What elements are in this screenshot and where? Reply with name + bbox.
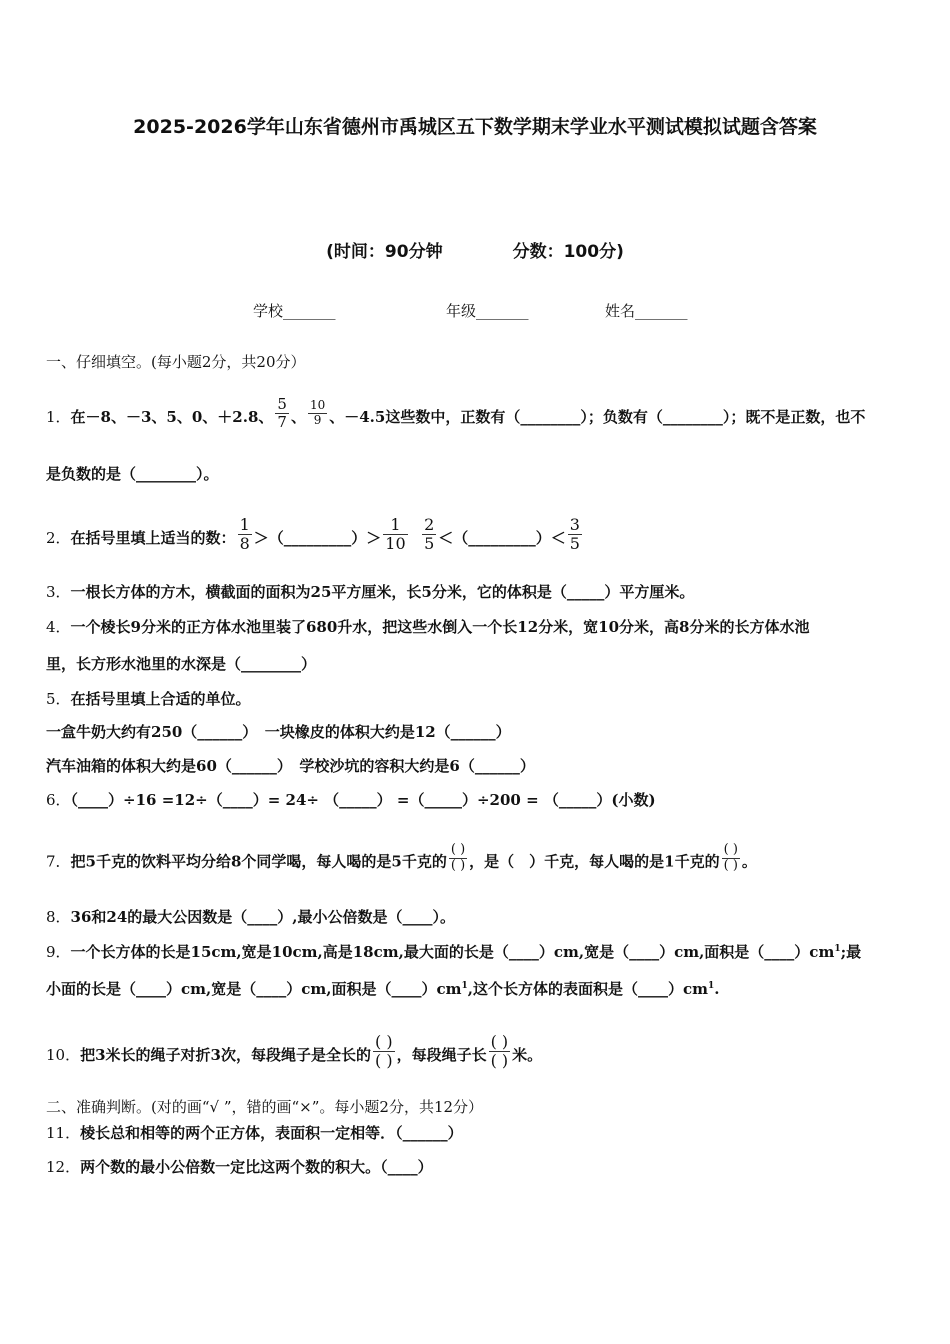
numerator: 10 bbox=[309, 398, 326, 413]
denominator-blank: ( ) bbox=[723, 857, 738, 873]
numerator-blank: ( ) bbox=[490, 1032, 509, 1051]
question-text: ＞（_________）＞ bbox=[253, 528, 382, 547]
grade-field: 年级_______ bbox=[446, 302, 529, 320]
school-field: 学校_______ bbox=[253, 302, 336, 320]
exam-meta bbox=[0, 237, 950, 262]
question-2 bbox=[46, 515, 584, 558]
question-3 bbox=[46, 581, 694, 602]
name-field: 姓名_______ bbox=[605, 302, 688, 320]
question-6 bbox=[46, 789, 656, 810]
section2-heading: 二、准确判断。(对的画“√ ”，错的画“×”。每小题2分，共12分） bbox=[46, 1098, 484, 1116]
question-number: 9． bbox=[46, 943, 71, 961]
numerator: 5 bbox=[277, 395, 287, 413]
question-text: 小面的长是（____）cm,宽是（____）cm,面积是（____）cm bbox=[46, 980, 462, 998]
question-number: 8． bbox=[46, 908, 71, 926]
fraction bbox=[422, 516, 436, 554]
question-11 bbox=[46, 1122, 463, 1143]
question-4 bbox=[46, 616, 810, 637]
fraction-blank bbox=[489, 1033, 511, 1071]
question-number: 2． bbox=[46, 528, 71, 547]
question-text: 棱长总和相等的两个正方体，表面积一定相等．（______） bbox=[80, 1124, 463, 1142]
question-7 bbox=[46, 842, 757, 878]
question-9-cont bbox=[46, 978, 719, 999]
superscript: 1 bbox=[707, 981, 715, 991]
question-text: 一根长方体的方木，横截面的面积为25平方厘米，长5分米，它的体积是（_____）平方厘米。 bbox=[70, 583, 695, 601]
fraction bbox=[308, 399, 327, 428]
question-text: 一个长方体的长是15cm,宽是10cm,高是18cm,最大面的长是（____）cm,宽是（____）cm,面积是（____）cm bbox=[70, 943, 835, 961]
question-text: 36和24的最大公因数是（____）,最小公倍数是（____）。 bbox=[70, 908, 456, 926]
numerator: 1 bbox=[239, 515, 250, 534]
question-text: ，每段绳子长 bbox=[396, 1045, 487, 1064]
question-12 bbox=[46, 1156, 433, 1177]
time-label: (时间：90分钟 bbox=[326, 242, 443, 262]
question-5-line2: 汽车油箱的体积大约是60（______） 学校沙坑的容积大约是6（______） bbox=[46, 757, 535, 775]
fraction bbox=[275, 396, 289, 432]
denominator: 8 bbox=[239, 534, 250, 554]
question-text: ，是（ ）千克，每人喝的是1千克的 bbox=[469, 852, 720, 871]
fraction-blank bbox=[373, 1033, 395, 1071]
question-1 bbox=[46, 395, 866, 436]
question-1-cont: 是负数的是（________）。 bbox=[46, 465, 219, 483]
separator: 、 bbox=[290, 407, 306, 426]
question-number: 12． bbox=[46, 1158, 81, 1176]
denominator: 7 bbox=[277, 413, 287, 432]
question-5 bbox=[46, 688, 251, 709]
fraction-blank bbox=[722, 843, 740, 874]
score-label: 分数：100分) bbox=[512, 242, 624, 262]
numerator: 1 bbox=[383, 516, 407, 535]
denominator-blank: ( ) bbox=[374, 1051, 393, 1071]
denominator: 5 bbox=[424, 534, 435, 554]
question-text: ＜（_________）＜ bbox=[438, 528, 566, 547]
question-text: 在括号里填上适当的数： bbox=[70, 528, 236, 547]
denominator-blank: ( ) bbox=[490, 1051, 509, 1071]
question-number: 11． bbox=[46, 1124, 81, 1142]
fraction bbox=[568, 516, 582, 554]
question-text: 在－8、－3、5、0、＋2.8、 bbox=[70, 407, 274, 426]
denominator-blank: ( ) bbox=[450, 857, 466, 873]
question-5-line1: 一盒牛奶大约有250（______） 一块橡皮的体积大约是12（______） bbox=[46, 723, 511, 741]
question-text: 把3米长的绳子对折3次，每段绳子是全长的 bbox=[80, 1045, 371, 1064]
question-number: 10． bbox=[46, 1045, 81, 1064]
question-text: ,这个长方体的表面积是（____）cm bbox=[467, 980, 708, 998]
question-text: ;最 bbox=[840, 943, 862, 961]
numerator: 2 bbox=[424, 515, 435, 534]
question-number: 5． bbox=[46, 690, 71, 708]
superscript: 1 bbox=[834, 944, 841, 954]
question-number: 7． bbox=[46, 852, 71, 871]
numerator: 3 bbox=[569, 515, 580, 534]
question-10 bbox=[46, 1032, 543, 1075]
question-text: . bbox=[714, 980, 720, 998]
question-text: 、－4.5这些数中，正数有（________）；负数有（________）；既不是正数，也不 bbox=[329, 407, 866, 426]
numerator-blank: ( ) bbox=[450, 842, 466, 857]
question-text: 。 bbox=[741, 852, 757, 871]
question-number: 1． bbox=[46, 407, 71, 426]
question-text: 把5千克的饮料平均分给8个同学喝，每人喝的是5千克的 bbox=[70, 852, 447, 871]
question-9 bbox=[46, 941, 861, 962]
fraction bbox=[238, 516, 252, 554]
question-text: （____）÷16 =12÷（____）= 24÷ （_____） =（_____）÷200 = （_____）(小数) bbox=[70, 791, 656, 809]
denominator: 5 bbox=[569, 534, 580, 554]
question-number: 3． bbox=[46, 583, 71, 601]
question-8 bbox=[46, 906, 455, 927]
numerator-blank: ( ) bbox=[723, 842, 738, 857]
question-text: 一个棱长9分米的正方体水池里装了680升水，把这些水倒入一个长12分米，宽10分米，高8分米的长方体水池 bbox=[70, 618, 810, 636]
question-text: 在括号里填上合适的单位。 bbox=[70, 690, 251, 708]
question-text: 米。 bbox=[512, 1045, 543, 1064]
question-text: 两个数的最小公倍数一定比这两个数的积大。（____） bbox=[80, 1158, 433, 1176]
fraction bbox=[383, 516, 407, 554]
denominator: 10 bbox=[385, 534, 406, 554]
question-4-cont: 里，长方形水池里的水深是（________） bbox=[46, 655, 317, 673]
fraction-blank bbox=[449, 843, 467, 874]
section1-heading: 一、仔细填空。(每小题2分，共20分） bbox=[46, 353, 306, 371]
question-number: 4． bbox=[46, 618, 71, 636]
superscript: 1 bbox=[461, 981, 468, 991]
numerator-blank: ( ) bbox=[374, 1032, 393, 1051]
question-number: 6． bbox=[46, 791, 71, 809]
page-title: 2025-2026学年山东省德州市禹城区五下数学期末学业水平测试模拟试题含答案 bbox=[133, 116, 817, 138]
denominator: 9 bbox=[313, 413, 322, 428]
